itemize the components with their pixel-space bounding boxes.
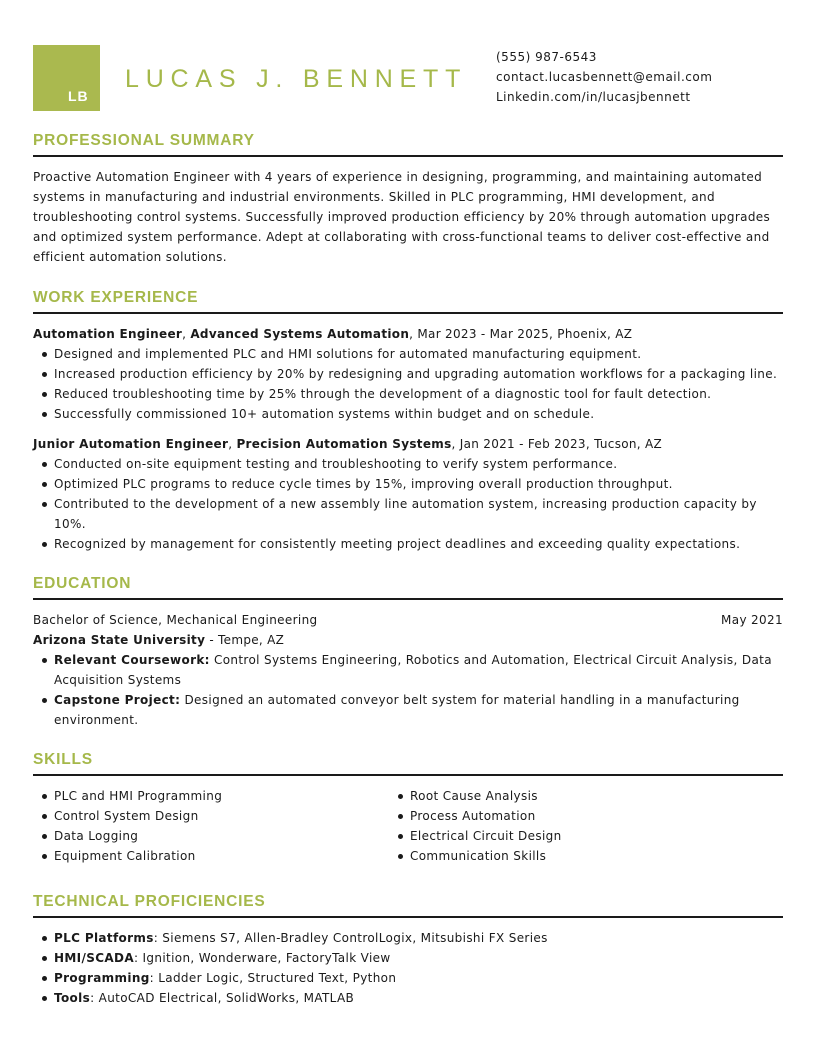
list-item xyxy=(33,928,783,948)
job-details: , Jan 2021 - Feb 2023, Tucson, AZ xyxy=(451,437,663,451)
item-label: Relevant Coursework: xyxy=(54,653,210,667)
section-title-education: EDUCATION xyxy=(33,575,132,592)
skills-columns xyxy=(33,786,783,866)
item-label: Programming xyxy=(54,971,150,985)
job-bullets xyxy=(33,454,783,554)
list-item: Electrical Circuit Design xyxy=(389,826,745,846)
list-item xyxy=(33,988,783,1008)
section-title-summary: PROFESSIONAL SUMMARY xyxy=(33,132,255,149)
school-row xyxy=(33,630,783,650)
section-divider xyxy=(33,774,783,776)
experience-section xyxy=(33,289,783,554)
section-title-skills: SKILLS xyxy=(33,751,93,768)
resume-header xyxy=(33,45,783,111)
degree: Bachelor of Science, Mechanical Engineering xyxy=(33,613,318,627)
list-item: Increased production efficiency by 20% by redesigning and upgrading automation workflows for a packaging line. xyxy=(33,364,783,384)
technical-list xyxy=(33,928,783,1008)
list-item xyxy=(33,690,783,730)
item-text: Designed an automated conveyor belt system for material handling in a manufacturing environment. xyxy=(54,693,740,727)
list-item xyxy=(33,650,783,690)
monogram-badge xyxy=(33,45,100,111)
list-item: Equipment Calibration xyxy=(33,846,389,866)
item-text: : Ladder Logic, Structured Text, Python xyxy=(149,971,397,985)
section-divider xyxy=(33,312,783,314)
list-item: Contributed to the development of a new assembly line automation system, increasing production capacity by 10%. xyxy=(33,494,783,534)
item-label: HMI/SCADA xyxy=(54,951,134,965)
job-company: Precision Automation Systems xyxy=(236,437,452,451)
candidate-name: LUCAS J. BENNETT xyxy=(125,65,468,93)
job-heading: Junior Automation Engineer, Precision Automation Systems, Jan 2021 - Feb 2023, Tucson, AZ xyxy=(33,437,663,451)
degree-row xyxy=(33,610,783,630)
list-item: Process Automation xyxy=(389,806,745,826)
item-label: Capstone Project: xyxy=(54,693,181,707)
item-text: : AutoCAD Electrical, SolidWorks, MATLAB xyxy=(90,991,355,1005)
monogram-initials: LB xyxy=(68,88,89,104)
item-label: Tools xyxy=(54,991,91,1005)
item-text: Control Systems Engineering, Robotics and Automation, Electrical Circuit Analysis, Data Acquisition Systems xyxy=(54,653,772,687)
skills-section xyxy=(33,751,783,866)
summary-text: Proactive Automation Engineer with 4 years of experience in designing, programming, and maintaining automated systems in manufacturing and industrial environments. Skilled in PLC programming, HMI development, and troubleshooting control systems. Successfully improved production efficiency by 20% through automation upgrades and optimized system performance. Adept at collaborating with cross-functional teams to deliver cost-effective and efficient automation solutions. xyxy=(33,170,771,264)
graduation-date: May 2021 xyxy=(721,613,783,627)
skills-list-left xyxy=(33,786,389,866)
job-company: Advanced Systems Automation xyxy=(190,327,410,341)
technical-section xyxy=(33,893,783,1008)
section-title-experience: WORK EXPERIENCE xyxy=(33,289,199,306)
summary-section xyxy=(33,132,783,267)
job-role: Automation Engineer xyxy=(33,327,183,341)
section-divider xyxy=(33,916,783,918)
school-location: - Tempe, AZ xyxy=(205,633,285,647)
item-text: : Siemens S7, Allen-Bradley ControlLogix, Mitsubishi FX Series xyxy=(153,931,548,945)
skills-list-right xyxy=(389,786,745,866)
education-section xyxy=(33,575,783,730)
list-item xyxy=(33,968,783,988)
contact-info xyxy=(496,47,712,107)
section-title-technical: TECHNICAL PROFICIENCIES xyxy=(33,893,266,910)
school-name: Arizona State University xyxy=(33,633,206,647)
list-item: Conducted on-site equipment testing and troubleshooting to verify system performance. xyxy=(33,454,783,474)
list-item xyxy=(33,948,783,968)
list-item: Recognized by management for consistently meeting project deadlines and exceeding quality expectations. xyxy=(33,534,783,554)
list-item: Root Cause Analysis xyxy=(389,786,745,806)
item-label: PLC Platforms xyxy=(54,931,154,945)
job-heading: Automation Engineer, Advanced Systems Automation, Mar 2023 - Mar 2025, Phoenix, AZ xyxy=(33,327,633,341)
education-bullets xyxy=(33,650,783,730)
job-details: , Mar 2023 - Mar 2025, Phoenix, AZ xyxy=(409,327,633,341)
email-address: contact.lucasbennett@email.com xyxy=(496,70,713,84)
list-item: Designed and implemented PLC and HMI solutions for automated manufacturing equipment. xyxy=(33,344,783,364)
list-item: Reduced troubleshooting time by 25% through the development of a diagnostic tool for fault detection. xyxy=(33,384,783,404)
item-text: : Ignition, Wonderware, FactoryTalk View xyxy=(133,951,391,965)
phone-number: (555) 987-6543 xyxy=(496,50,597,64)
list-item: Optimized PLC programs to reduce cycle times by 15%, improving overall production throughput. xyxy=(33,474,783,494)
list-item: Control System Design xyxy=(33,806,389,826)
list-item: Successfully commissioned 10+ automation systems within budget and on schedule. xyxy=(33,404,783,424)
job-role: Junior Automation Engineer xyxy=(33,437,229,451)
list-item: Communication Skills xyxy=(389,846,745,866)
list-item: PLC and HMI Programming xyxy=(33,786,389,806)
section-divider xyxy=(33,598,783,600)
job-bullets xyxy=(33,344,783,424)
linkedin-url: Linkedin.com/in/lucasjbennett xyxy=(496,90,691,104)
section-divider xyxy=(33,155,783,157)
list-item: Data Logging xyxy=(33,826,389,846)
